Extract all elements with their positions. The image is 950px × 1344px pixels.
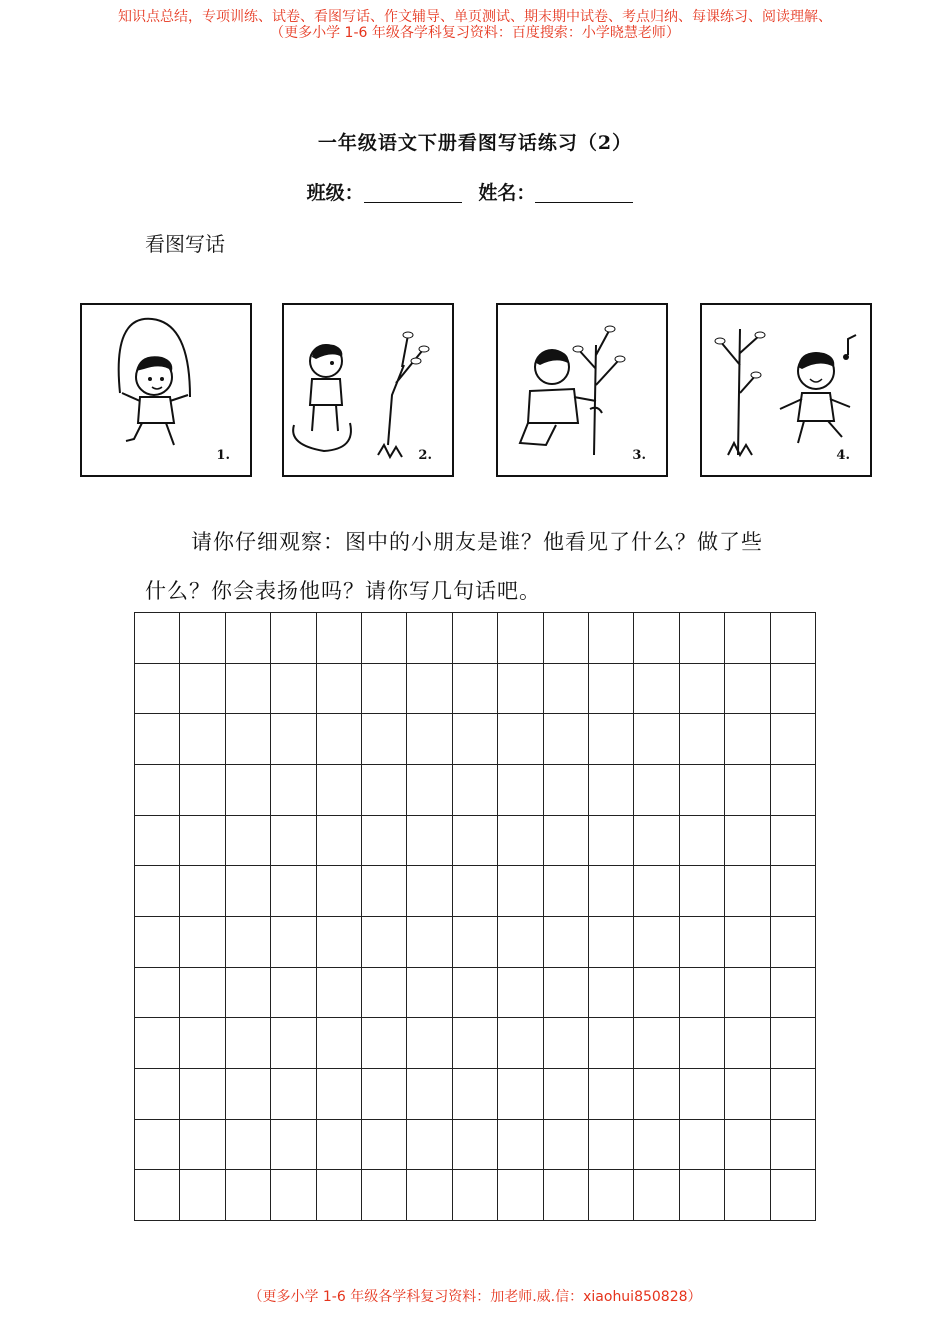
picture-panel-2 [282,303,454,477]
grid-cell[interactable] [634,714,679,765]
grid-cell[interactable] [453,816,498,867]
grid-cell[interactable] [634,1120,679,1171]
grid-cell[interactable] [771,1120,816,1171]
grid-cell[interactable] [771,765,816,816]
grid-cell[interactable] [498,917,543,968]
grid-cell[interactable] [135,1170,180,1221]
grid-cell[interactable] [317,816,362,867]
class-blank[interactable] [364,182,462,203]
grid-cell[interactable] [135,917,180,968]
grid-cell[interactable] [362,1120,407,1171]
grid-cell[interactable] [271,816,316,867]
grid-cell[interactable] [317,613,362,664]
grid-cell[interactable] [180,714,225,765]
grid-cell[interactable] [544,917,589,968]
grid-cell[interactable] [498,714,543,765]
grid-cell[interactable] [407,1170,452,1221]
grid-cell[interactable] [317,1069,362,1120]
grid-cell[interactable] [634,1170,679,1221]
grid-cell[interactable] [180,1069,225,1120]
grid-cell[interactable] [226,816,271,867]
grid-cell[interactable] [680,1120,725,1171]
panel-number: 2. [418,448,432,463]
grid-cell[interactable] [771,664,816,715]
grid-cell[interactable] [362,866,407,917]
grid-cell[interactable] [135,1069,180,1120]
grid-cell[interactable] [271,765,316,816]
grid-cell[interactable] [771,866,816,917]
name-row [0,178,950,205]
grid-cell[interactable] [453,1120,498,1171]
grid-cell[interactable] [135,866,180,917]
grid-cell[interactable] [725,1170,770,1221]
panel-number: 4. [836,448,850,463]
grid-cell[interactable] [135,816,180,867]
page-title: 一年级语文下册看图写话练习（2） [317,132,633,154]
grid-cell[interactable] [498,1069,543,1120]
picture-panel-4 [700,303,872,477]
grid-cell[interactable] [135,765,180,816]
grid-cell[interactable] [271,917,316,968]
grid-cell[interactable] [589,765,634,816]
writing-grid[interactable] [134,612,816,1221]
grid-cell[interactable] [180,1120,225,1171]
grid-cell[interactable] [180,1170,225,1221]
grid-cell[interactable] [317,1170,362,1221]
grid-cell[interactable] [544,664,589,715]
grid-cell[interactable] [544,968,589,1019]
grid-cell[interactable] [180,1018,225,1069]
grid-cell[interactable] [135,613,180,664]
grid-cell[interactable] [771,1069,816,1120]
grid-cell[interactable] [453,1069,498,1120]
grid-cell[interactable] [589,968,634,1019]
grid-cell[interactable] [317,917,362,968]
grid-cell[interactable] [680,664,725,715]
grid-cell[interactable] [226,1018,271,1069]
grid-cell[interactable] [680,765,725,816]
grid-cell[interactable] [589,917,634,968]
grid-cell[interactable] [407,714,452,765]
grid-cell[interactable] [634,613,679,664]
grid-cell[interactable] [362,1018,407,1069]
grid-cell[interactable] [226,1170,271,1221]
grid-cell[interactable] [589,1120,634,1171]
picture-panel-1 [80,303,252,477]
grid-cell[interactable] [725,1120,770,1171]
panel-number: 1. [216,448,230,463]
grid-cell[interactable] [680,917,725,968]
grid-cell[interactable] [634,968,679,1019]
grid-cell[interactable] [498,968,543,1019]
grid-cell[interactable] [544,1120,589,1171]
grid-cell[interactable] [453,765,498,816]
grid-cell[interactable] [135,1120,180,1171]
grid-cell[interactable] [544,714,589,765]
panel-number: 3. [632,448,646,463]
grid-cell[interactable] [362,664,407,715]
grid-cell[interactable] [317,866,362,917]
grid-cell[interactable] [317,765,362,816]
grid-cell[interactable] [362,816,407,867]
grid-cell[interactable] [453,714,498,765]
grid-cell[interactable] [634,1018,679,1069]
grid-cell[interactable] [226,765,271,816]
grid-cell[interactable] [498,1120,543,1171]
grid-cell[interactable] [407,968,452,1019]
grid-cell[interactable] [589,866,634,917]
grid-cell[interactable] [771,968,816,1019]
grid-cell[interactable] [226,664,271,715]
grid-cell[interactable] [362,714,407,765]
grid-cell[interactable] [180,664,225,715]
grid-cell[interactable] [453,1170,498,1221]
grid-cell[interactable] [771,816,816,867]
grid-cell[interactable] [589,1018,634,1069]
grid-cell[interactable] [271,1018,316,1069]
grid-cell[interactable] [589,1170,634,1221]
name-label: 姓名： [478,182,536,204]
grid-cell[interactable] [407,1018,452,1069]
grid-cell[interactable] [589,1069,634,1120]
grid-cell[interactable] [407,664,452,715]
grid-cell[interactable] [362,1069,407,1120]
grid-cell[interactable] [453,613,498,664]
grid-cell[interactable] [589,613,634,664]
grid-cell[interactable] [271,866,316,917]
grid-cell[interactable] [589,816,634,867]
grid-cell[interactable] [407,1120,452,1171]
grid-cell[interactable] [317,714,362,765]
section-label: 看图写话 [145,232,225,256]
grid-cell[interactable] [771,613,816,664]
grid-cell[interactable] [725,866,770,917]
grid-cell[interactable] [498,816,543,867]
grid-cell[interactable] [453,1018,498,1069]
grid-cell[interactable] [180,613,225,664]
prompt-line-2: 什么？你会表扬他吗？请你写几句话吧。 [145,579,541,603]
header-source-line: （更多小学 1-6 年级各学科复习资料：百度搜索：小学晓慧老师） [270,25,680,41]
grid-cell[interactable] [589,664,634,715]
grid-cell[interactable] [407,917,452,968]
grid-cell[interactable] [498,1018,543,1069]
grid-cell[interactable] [634,664,679,715]
grid-cell[interactable] [362,968,407,1019]
grid-cell[interactable] [453,866,498,917]
grid-cell[interactable] [271,968,316,1019]
grid-cell[interactable] [362,613,407,664]
grid-cell[interactable] [725,714,770,765]
grid-cell[interactable] [180,866,225,917]
grid-cell[interactable] [271,1069,316,1120]
grid-cell[interactable] [544,765,589,816]
grid-cell[interactable] [634,917,679,968]
grid-cell[interactable] [226,613,271,664]
grid-cell[interactable] [362,1170,407,1221]
grid-cell[interactable] [362,917,407,968]
grid-cell[interactable] [544,866,589,917]
grid-cell[interactable] [725,613,770,664]
grid-cell[interactable] [271,1120,316,1171]
grid-cell[interactable] [407,613,452,664]
grid-cell[interactable] [634,866,679,917]
grid-cell[interactable] [771,714,816,765]
grid-cell[interactable] [453,968,498,1019]
grid-cell[interactable] [226,968,271,1019]
grid-cell[interactable] [634,765,679,816]
grid-cell[interactable] [317,1018,362,1069]
grid-cell[interactable] [771,1018,816,1069]
grid-cell[interactable] [680,714,725,765]
grid-cell[interactable] [498,664,543,715]
grid-cell[interactable] [135,664,180,715]
grid-cell[interactable] [271,613,316,664]
grid-cell[interactable] [634,1069,679,1120]
grid-cell[interactable] [725,765,770,816]
grid-cell[interactable] [226,917,271,968]
grid-cell[interactable] [362,765,407,816]
grid-cell[interactable] [771,917,816,968]
grid-cell[interactable] [498,1170,543,1221]
grid-cell[interactable] [680,1018,725,1069]
grid-cell[interactable] [725,1018,770,1069]
grid-cell[interactable] [680,1170,725,1221]
grid-cell[interactable] [771,1170,816,1221]
grid-cell[interactable] [407,866,452,917]
grid-cell[interactable] [453,917,498,968]
grid-cell[interactable] [135,714,180,765]
grid-cell[interactable] [271,714,316,765]
grid-cell[interactable] [317,1120,362,1171]
grid-cell[interactable] [680,1069,725,1120]
grid-cell[interactable] [544,816,589,867]
grid-cell[interactable] [680,968,725,1019]
grid-cell[interactable] [135,1018,180,1069]
grid-cell[interactable] [226,866,271,917]
grid-cell[interactable] [317,968,362,1019]
grid-cell[interactable] [725,968,770,1019]
name-blank[interactable] [535,182,633,203]
footer-note: （更多小学 1-6 年级各学科复习资料：加老师.威.信：xiaohui850828） [248,1289,702,1305]
grid-cell[interactable] [725,917,770,968]
grid-cell[interactable] [407,816,452,867]
grid-cell[interactable] [180,917,225,968]
grid-cell[interactable] [271,664,316,715]
grid-cell[interactable] [180,816,225,867]
grid-cell[interactable] [135,968,180,1019]
grid-cell[interactable] [180,765,225,816]
grid-cell[interactable] [680,816,725,867]
grid-cell[interactable] [680,866,725,917]
grid-cell[interactable] [544,613,589,664]
grid-cell[interactable] [498,765,543,816]
grid-cell[interactable] [544,1170,589,1221]
grid-cell[interactable] [407,1069,452,1120]
grid-cell[interactable] [725,664,770,715]
grid-cell[interactable] [317,664,362,715]
grid-cell[interactable] [407,765,452,816]
grid-cell[interactable] [725,816,770,867]
class-label: 班级： [306,182,364,204]
grid-cell[interactable] [634,816,679,867]
grid-cell[interactable] [226,714,271,765]
grid-cell[interactable] [544,1069,589,1120]
grid-cell[interactable] [498,866,543,917]
grid-cell[interactable] [271,1170,316,1221]
prompt-line-1: 请你仔细观察：图中的小朋友是谁？他看见了什么？做了些 [191,530,763,554]
grid-cell[interactable] [453,664,498,715]
grid-cell[interactable] [544,1018,589,1069]
picture-panel-3 [496,303,668,477]
grid-cell[interactable] [226,1120,271,1171]
grid-cell[interactable] [180,968,225,1019]
grid-cell[interactable] [498,613,543,664]
grid-cell[interactable] [589,714,634,765]
grid-cell[interactable] [226,1069,271,1120]
grid-cell[interactable] [725,1069,770,1120]
header-promo-line: 知识点总结，专项训练、试卷、看图写话、作文辅导、单页测试、期末期中试卷、考点归纳、每课练习、阅读理解、 [118,9,832,25]
grid-cell[interactable] [680,613,725,664]
